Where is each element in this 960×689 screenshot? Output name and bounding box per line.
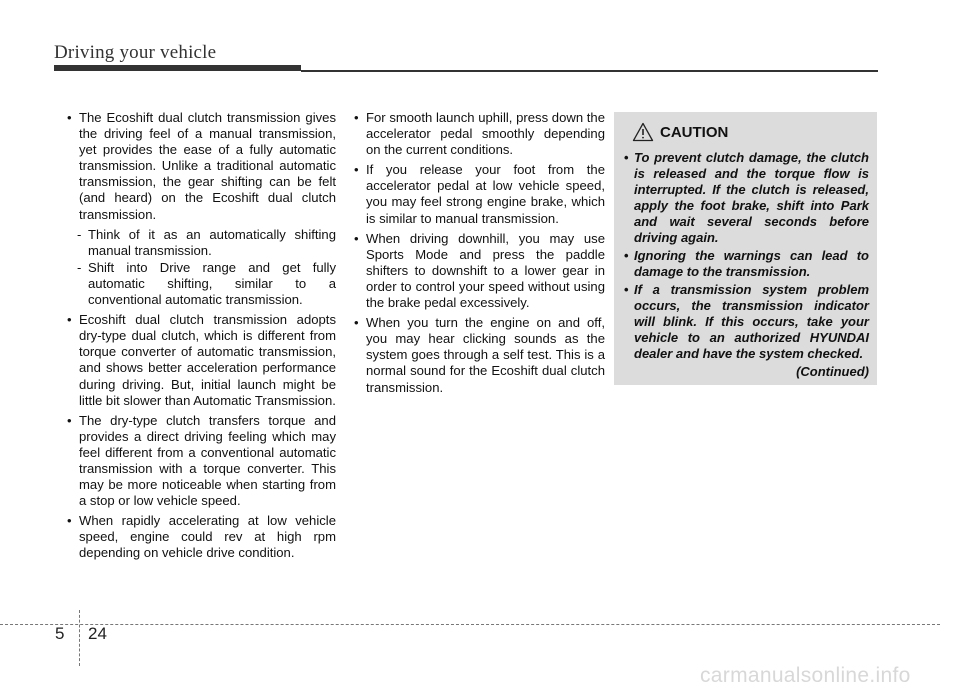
caution-item-text: To prevent clutch damage, the clutch is released and the torque flow is interrupted. If the clutch is released, apply the foot brake, shift into Park and wait several seconds before driving again. <box>634 150 869 245</box>
header-rule-thin <box>301 70 878 72</box>
bullet-icon: • <box>354 230 359 246</box>
watermark: carmanualsonline.info <box>700 664 911 687</box>
list-item-text: If you release your foot from the accelerator pedal at low vehicle speed, you may feel strong engine brake, which is similar to manual transmission. <box>366 162 605 226</box>
bullet-icon: • <box>624 248 629 263</box>
page-header-title: Driving your vehicle <box>54 42 217 63</box>
list-item-text: Ecoshift dual clutch transmission adopts dry-type dual clutch, which is different from torque converter of automatic transmission, and shows better acceleration performance during driving. But, initial launch might be little bit slower than Automatic Transmission. <box>79 312 336 408</box>
bullet-icon: • <box>67 513 72 529</box>
dash-icon: - <box>77 259 82 275</box>
caution-item <box>624 150 869 246</box>
bullet-icon: • <box>67 110 72 125</box>
bullet-icon: • <box>67 412 72 428</box>
list-item <box>68 413 336 510</box>
bullet-icon: • <box>354 110 359 125</box>
bullet-icon: • <box>624 282 629 297</box>
list-item <box>355 110 605 158</box>
list-item-text: For smooth launch uphill, press down the accelerator pedal smoothly depending on the current conditions. <box>366 110 605 158</box>
list-item <box>355 315 605 395</box>
warning-triangle-icon <box>632 122 654 142</box>
caution-list <box>624 150 869 380</box>
caution-item <box>624 248 869 280</box>
text-column-left <box>68 110 336 566</box>
dash-icon: - <box>77 226 82 242</box>
list-item <box>355 162 605 226</box>
caution-box <box>614 112 877 385</box>
page-number: 24 <box>88 624 107 643</box>
sub-list-item-text: Shift into Drive range and get fully automatic shifting, similar to a conventional automatic transmission. <box>88 259 336 308</box>
text-column-middle <box>355 110 605 400</box>
list-item-text: When you turn the engine on and off, you may hear clicking sounds as the system goes through a self test. This is a normal sound for the Ecoshift dual clutch transmission. <box>366 315 605 395</box>
list-item <box>355 231 605 311</box>
list-item <box>68 513 336 561</box>
caution-item-text: Ignoring the warnings can lead to damage to the transmission. <box>634 248 869 279</box>
list-item-text: The Ecoshift dual clutch transmission gives the driving feel of a manual transmission, yet provides the ease of a fully automatic transmission. Unlike a traditional automatic transmission, the gear shifting can be felt (and heard) on the Ecoshift dual clutch transmission. <box>79 110 336 222</box>
bullet-icon: • <box>354 315 359 331</box>
sub-list-item-text: Think of it as an automatically shifting manual transmission. <box>88 226 336 258</box>
list-item <box>68 110 336 223</box>
sub-list-item <box>68 227 336 259</box>
bullet-icon: • <box>624 150 629 165</box>
bullet-icon: • <box>67 312 72 328</box>
caution-continued: (Continued) <box>796 364 869 379</box>
list-item-text: The dry-type clutch transfers torque and provides a direct driving feeling which may feel different from a conventional automatic transmission with a torque converter. This may be more noticeable when starting from a stop or low vehicle speed. <box>79 412 336 509</box>
caution-item-text: If a transmission system problem occurs, the transmission indicator will blink. If this occurs, take your vehicle to an authorized HYUNDAI dealer and have the system checked. <box>634 282 869 361</box>
list-item-text: When rapidly accelerating at low vehicle speed, engine could rev at high rpm depending on vehicle drive condition. <box>79 513 336 561</box>
header-rule-thick <box>54 65 301 71</box>
list-item-text: When driving downhill, you may use Sports Mode and press the paddle shifters to downshift to a lower gear in order to control your speed without using the brake pedal excessively. <box>366 230 605 311</box>
footer-rule <box>0 624 940 625</box>
caution-header <box>632 122 728 142</box>
list-item <box>68 312 336 409</box>
bullet-icon: • <box>354 162 359 178</box>
caution-item <box>624 282 869 362</box>
sub-list-item <box>68 260 336 308</box>
chapter-number: 5 <box>55 624 65 643</box>
footer-divider <box>79 610 80 666</box>
caution-title: CAUTION <box>660 123 729 141</box>
